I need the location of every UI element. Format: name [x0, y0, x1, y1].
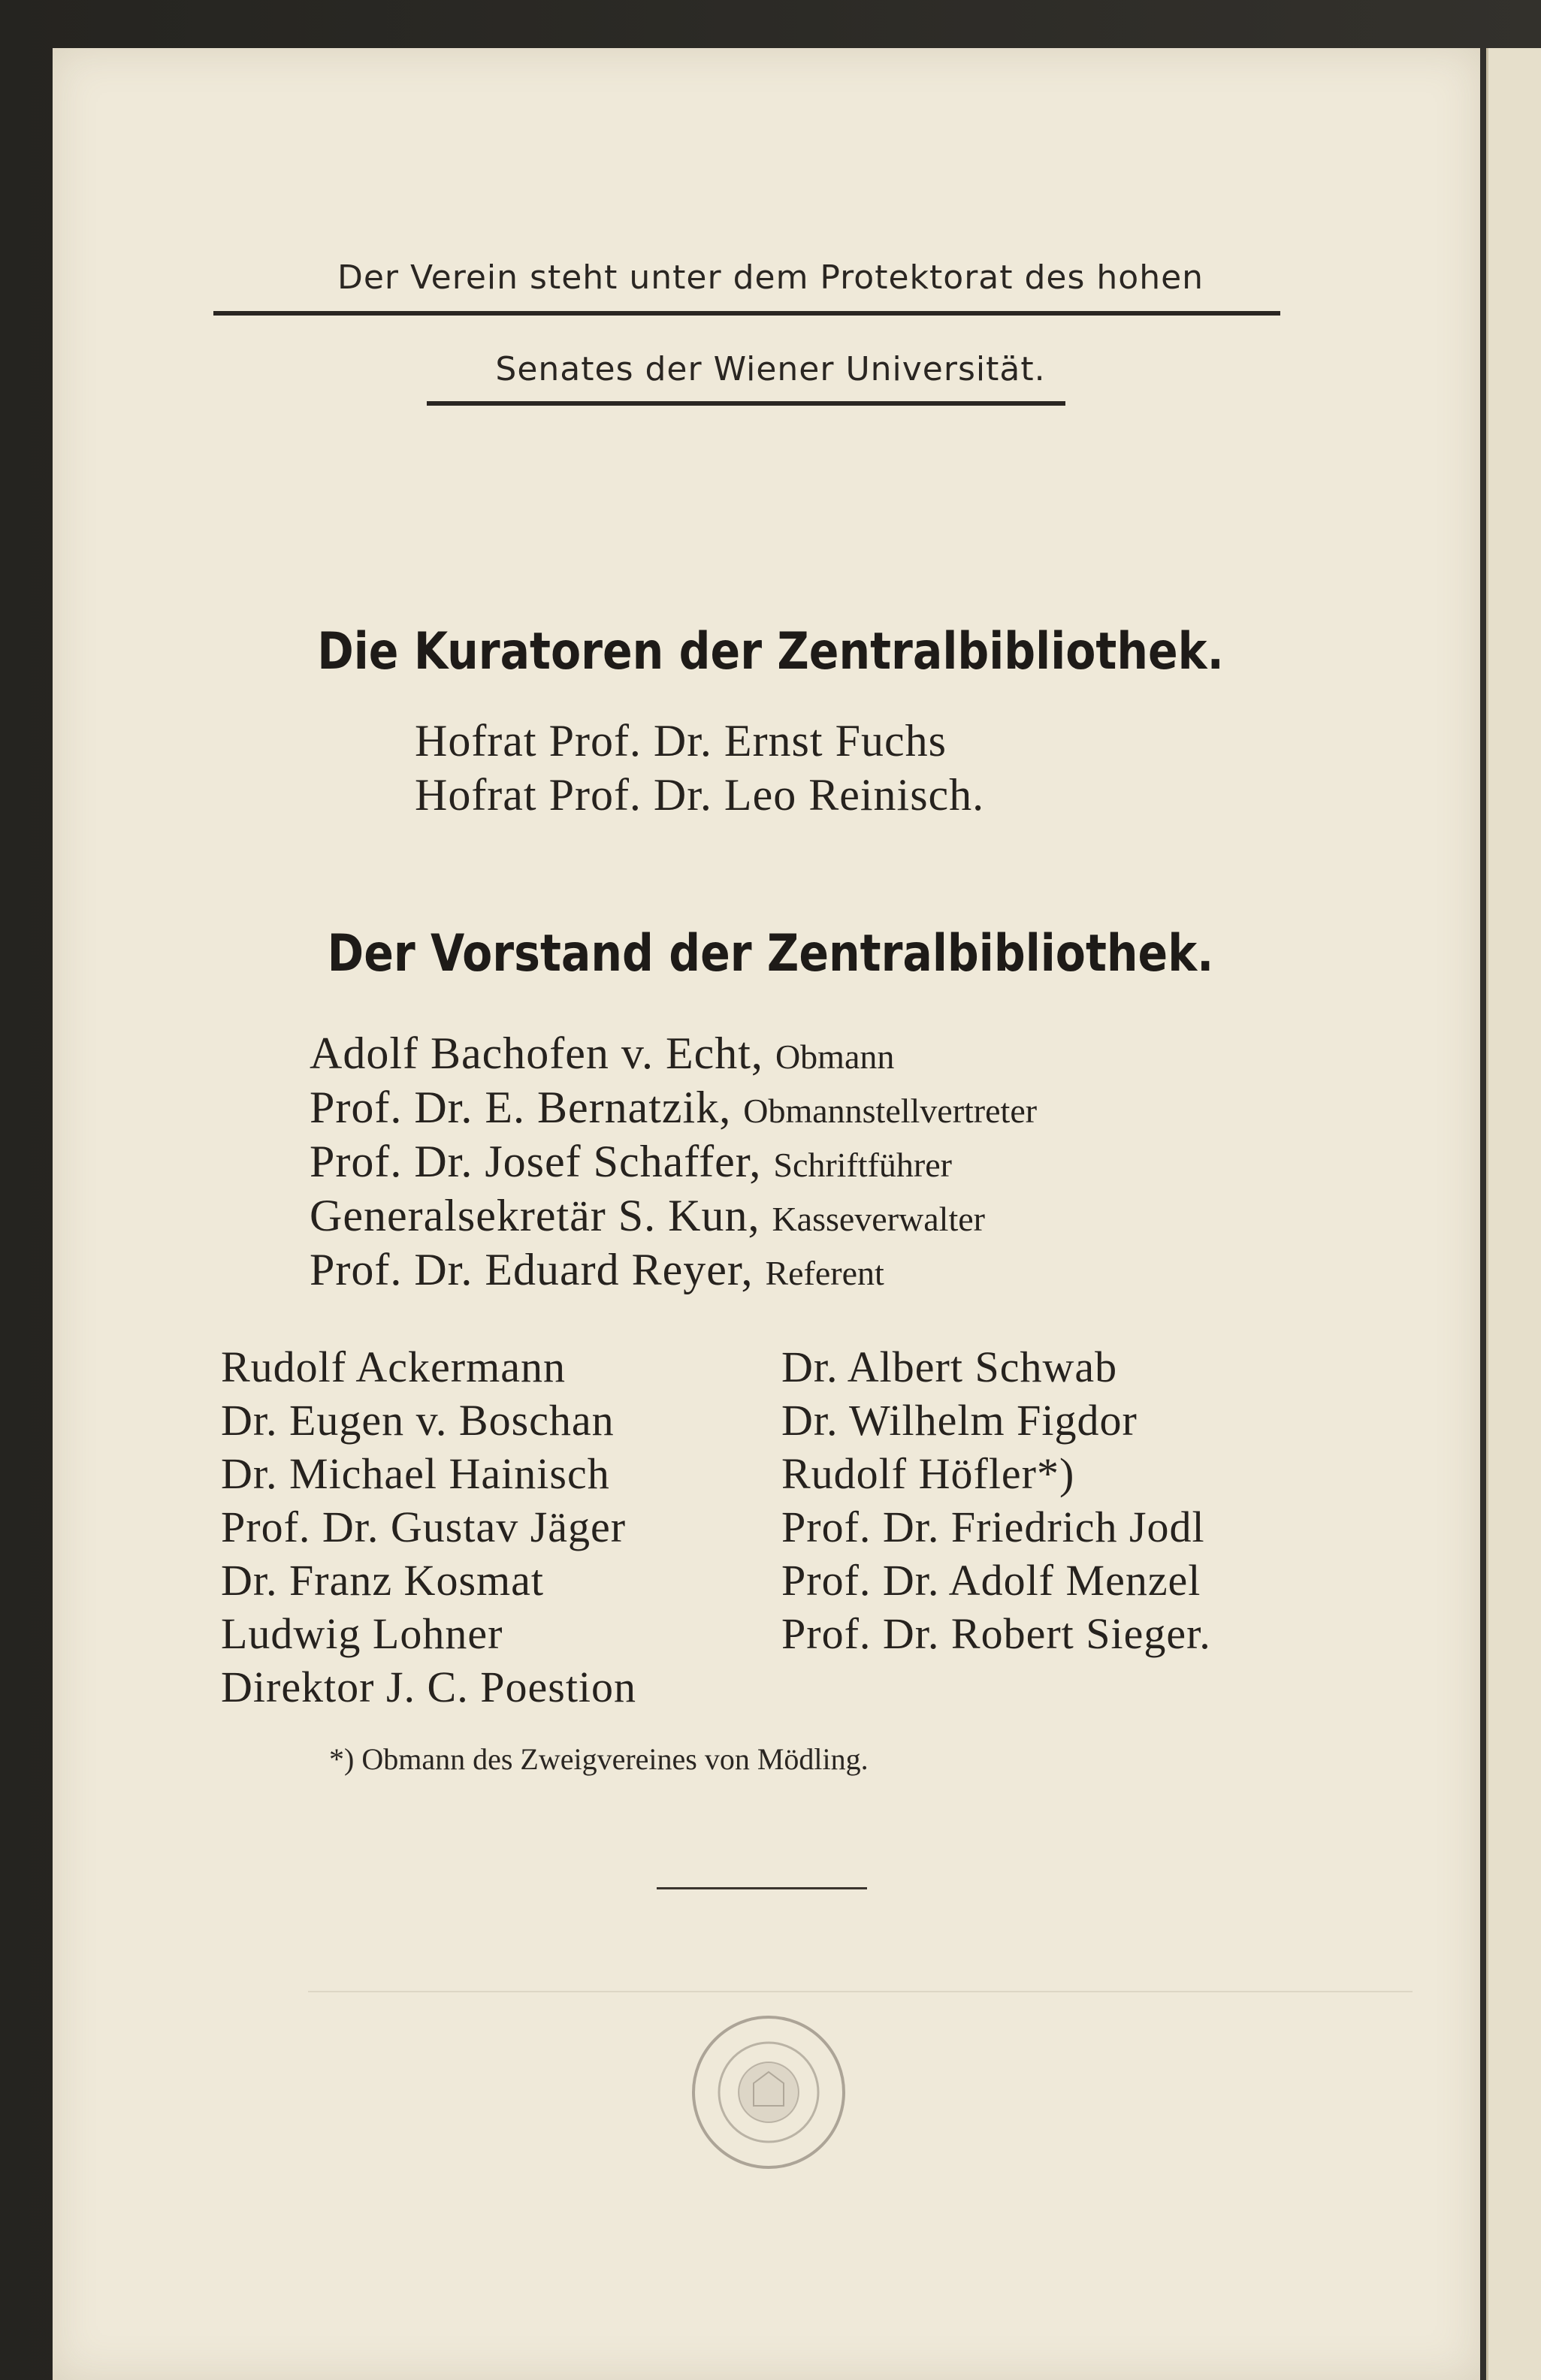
member-entry: Dr. Wilhelm Figdor	[781, 1396, 1138, 1445]
library-stamp-icon	[688, 2012, 849, 2173]
member-entry: Prof. Dr. Robert Sieger.	[781, 1609, 1211, 1658]
member-entry: Ludwig Lohner	[221, 1609, 503, 1658]
member-entry: Rudolf Ackermann	[221, 1343, 566, 1391]
member-entry: Dr. Michael Hainisch	[221, 1449, 610, 1498]
protectorate-line-2: Senates der Wiener Universität.	[495, 350, 1046, 388]
member-entry: Dr. Eugen v. Boschan	[221, 1396, 615, 1445]
officer-entry	[310, 1190, 985, 1242]
closing-rule	[657, 1887, 867, 1889]
member-entry: Prof. Dr. Adolf Menzel	[781, 1556, 1201, 1605]
kurator-entry: Hofrat Prof. Dr. Leo Reinisch.	[415, 770, 985, 820]
header-rule-1	[213, 311, 1280, 316]
members-right-column	[781, 1342, 1211, 1662]
member-entry: Dr. Franz Kosmat	[221, 1556, 544, 1605]
adjacent-page-edge	[1486, 48, 1541, 2380]
officer-name: Prof. Dr. Eduard Reyer,	[310, 1245, 754, 1294]
footnote: *) Obmann des Zweigvereines von Mödling.	[329, 1742, 869, 1776]
vorstand-heading: Der Vorstand der Zentralbibliothek.	[327, 924, 1214, 983]
protectorate-line-1: Der Verein steht unter dem Protektorat des hohen	[337, 258, 1204, 297]
officer-name: Prof. Dr. E. Bernatzik,	[310, 1083, 732, 1132]
officer-entry	[310, 1028, 894, 1080]
officer-role: Schriftführer	[773, 1146, 952, 1184]
officer-entry	[310, 1082, 1037, 1134]
officer-name: Prof. Dr. Josef Schaffer,	[310, 1137, 762, 1186]
show-through-line	[308, 1991, 1413, 1992]
officer-role: Kasseverwalter	[772, 1200, 985, 1238]
kurator-entry: Hofrat Prof. Dr. Ernst Fuchs	[415, 716, 947, 766]
member-entry: Rudolf Höfler*)	[781, 1449, 1075, 1498]
members-left-column	[221, 1342, 636, 1715]
officer-role: Obmannstellvertreter	[743, 1092, 1038, 1130]
member-entry: Direktor J. C. Poestion	[221, 1663, 637, 1711]
kuratoren-heading: Die Kuratoren der Zentralbibliothek.	[317, 622, 1224, 681]
member-entry: Prof. Dr. Friedrich Jodl	[781, 1503, 1205, 1551]
officer-role: Obmann	[775, 1037, 895, 1076]
officer-entry	[310, 1136, 952, 1188]
member-entry: Prof. Dr. Gustav Jäger	[221, 1503, 627, 1551]
header-rule-2	[427, 401, 1065, 406]
officer-name: Generalsekretär S. Kun,	[310, 1191, 760, 1240]
officer-entry	[310, 1244, 884, 1296]
member-entry: Dr. Albert Schwab	[781, 1343, 1118, 1391]
officer-name: Adolf Bachofen v. Echt,	[310, 1028, 763, 1078]
officer-role: Referent	[765, 1254, 884, 1292]
